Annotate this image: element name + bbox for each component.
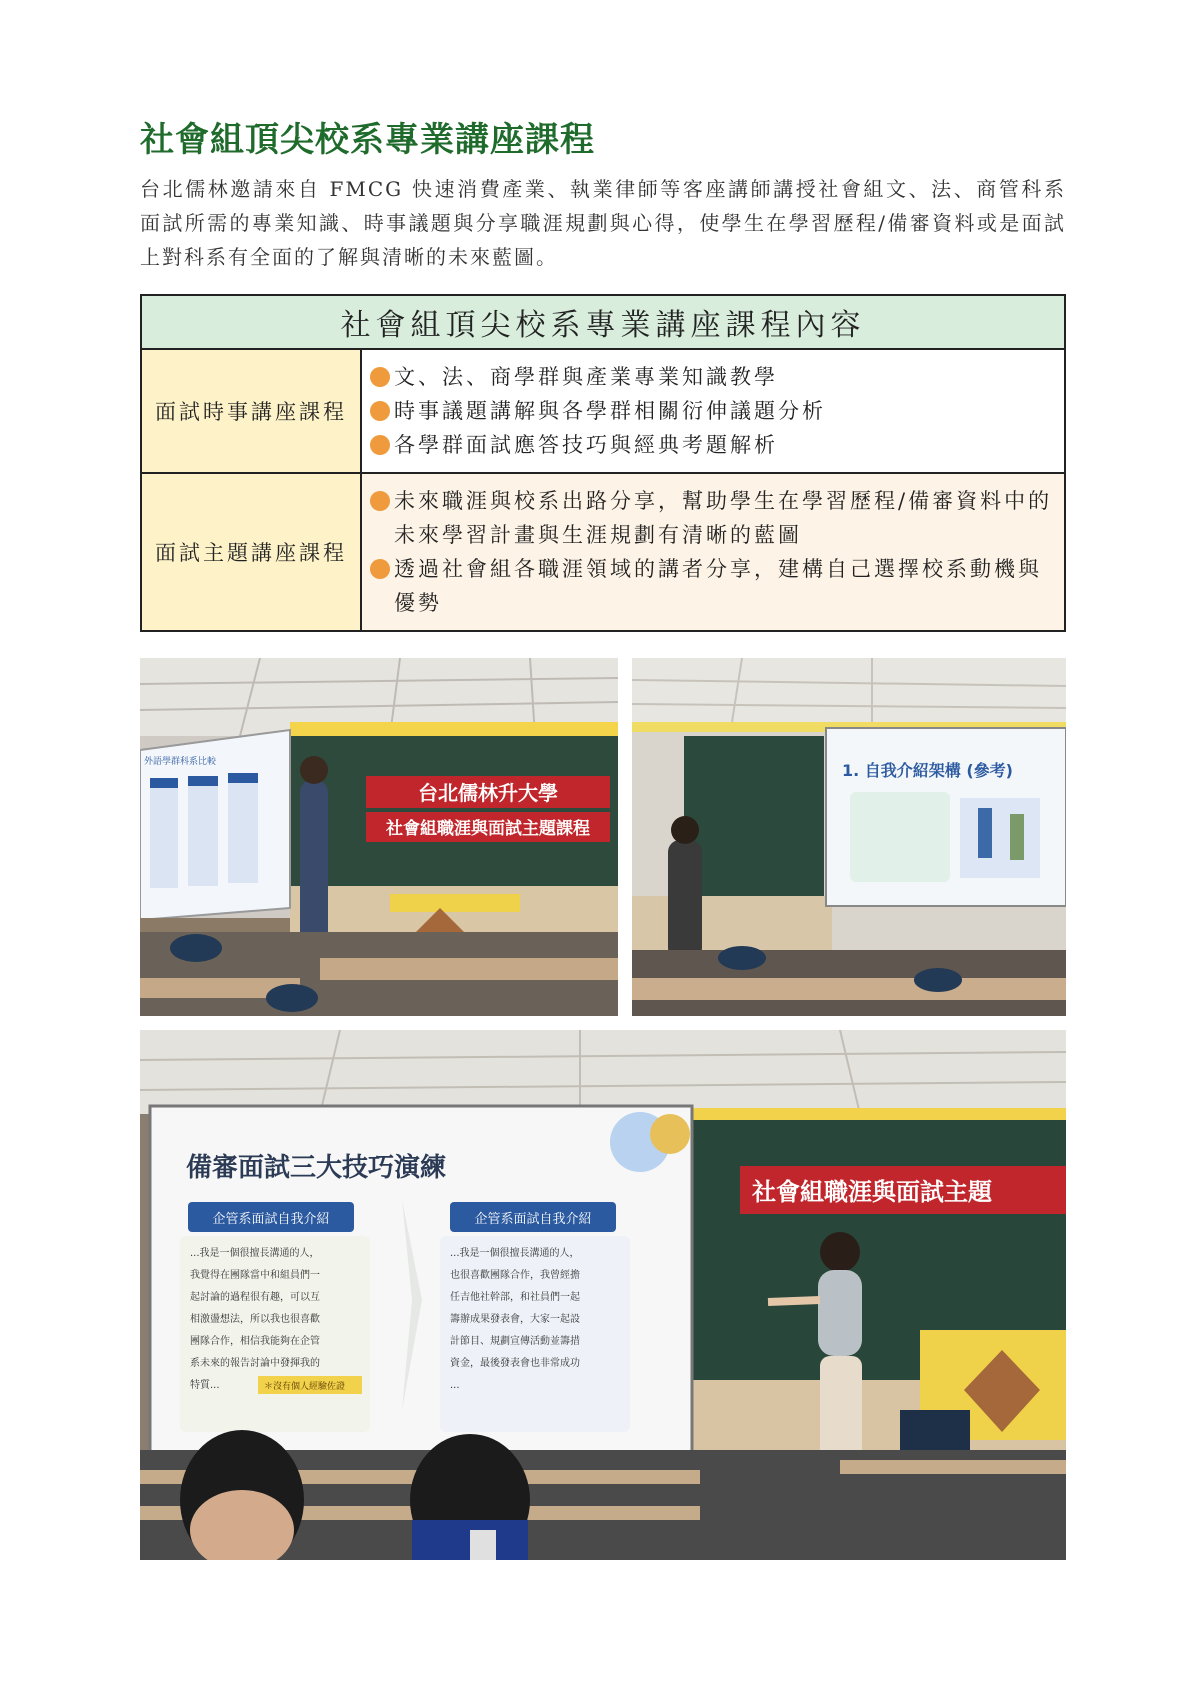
row-content — [361, 473, 1065, 631]
list-item: 未來職涯與校系出路分享，幫助學生在學習歷程/備審資料中的未來學習計畫與生涯規劃有清晰的藍圖 — [368, 484, 1058, 552]
card-left-line: 起討論的過程很有趣，可以互 — [190, 1292, 320, 1303]
slide-title: 備審面試三大技巧演練 — [186, 1153, 447, 1183]
row-content — [361, 349, 1065, 473]
classroom-photo-2 — [632, 658, 1066, 1016]
list-item: 文、法、商學群與產業專業知識教學 — [368, 360, 1058, 394]
card-right-line: 計節目、規劃宣傳活動並籌措 — [450, 1336, 580, 1347]
banner-line-2: 社會組職涯與面試主題課程 — [386, 819, 590, 839]
card-left-tag: ＊沒有個人經驗佐證 — [264, 1382, 346, 1392]
bullet-dot-icon — [370, 401, 390, 421]
bullet-dot-icon — [370, 491, 390, 511]
card-right-line: ...我是一個很擅長溝通的人， — [450, 1248, 580, 1259]
card-right-line: 也很喜歡團隊合作，我曾經擔 — [450, 1270, 580, 1281]
list-item: 各學群面試應答技巧與經典考題解析 — [368, 428, 1058, 462]
card-left-title: 企管系面試自我介紹 — [212, 1212, 330, 1227]
banner-line-1: 台北儒林升大學 — [418, 781, 558, 805]
card-left-line: 團隊合作，相信我能夠在企管 — [190, 1336, 320, 1347]
classroom-photo-1 — [140, 658, 618, 1016]
card-right-line: ... — [450, 1380, 460, 1391]
card-right-title: 企管系面試自我介紹 — [474, 1212, 592, 1227]
classroom-photo-3 — [140, 1030, 1066, 1560]
table-row — [141, 473, 1065, 631]
card-left-line: 相激盪想法，所以我也很喜歡 — [190, 1314, 320, 1325]
list-item: 透過社會組各職涯領域的講者分享，建構自己選擇校系動機與優勢 — [368, 552, 1058, 620]
course-table — [140, 294, 1066, 632]
slide-title: 外語學群科系比較 — [144, 757, 217, 767]
row-label: 面試主題講座課程 — [141, 473, 361, 631]
list-item: 時事議題講解與各學群相關衍伸議題分析 — [368, 394, 1058, 428]
card-left-line: 特質... — [190, 1380, 220, 1391]
bullet-dot-icon — [370, 367, 390, 387]
card-right-line: 籌辦成果發表會，大家一起設 — [450, 1314, 580, 1325]
card-right-line: 任吉他社幹部，和社員們一起 — [450, 1292, 580, 1303]
slide-title: 1. 自我介紹架構 (參考) — [842, 761, 1013, 780]
card-left-line: 系未來的報告討論中發揮我的 — [190, 1358, 320, 1369]
bullet-dot-icon — [370, 559, 390, 579]
bullet-dot-icon — [370, 435, 390, 455]
card-right-line: 資金，最後發表會也非常成功 — [450, 1358, 580, 1369]
intro-paragraph: 台北儒林邀請來自 FMCG 快速消費產業、執業律師等客座講師講授社會組文、法、商管科系面試所需的專業知識、時事議題與分享職涯規劃與心得，使學生在學習歷程/備審資料或是面試上對科系有全面的了解與清晰的未來藍圖。 — [140, 177, 1066, 269]
page-title: 社會組頂尖校系專業講座課程 — [140, 120, 595, 160]
course-table-heading: 社會組頂尖校系專業講座課程內容 — [141, 295, 1065, 349]
table-row — [141, 349, 1065, 473]
card-left-line: 我覺得在團隊當中和組員們一 — [190, 1270, 320, 1281]
wall-banner: 社會組職涯與面試主題 — [752, 1178, 992, 1206]
row-label: 面試時事講座課程 — [141, 349, 361, 473]
card-left-line: ...我是一個很擅長溝通的人， — [190, 1248, 320, 1259]
